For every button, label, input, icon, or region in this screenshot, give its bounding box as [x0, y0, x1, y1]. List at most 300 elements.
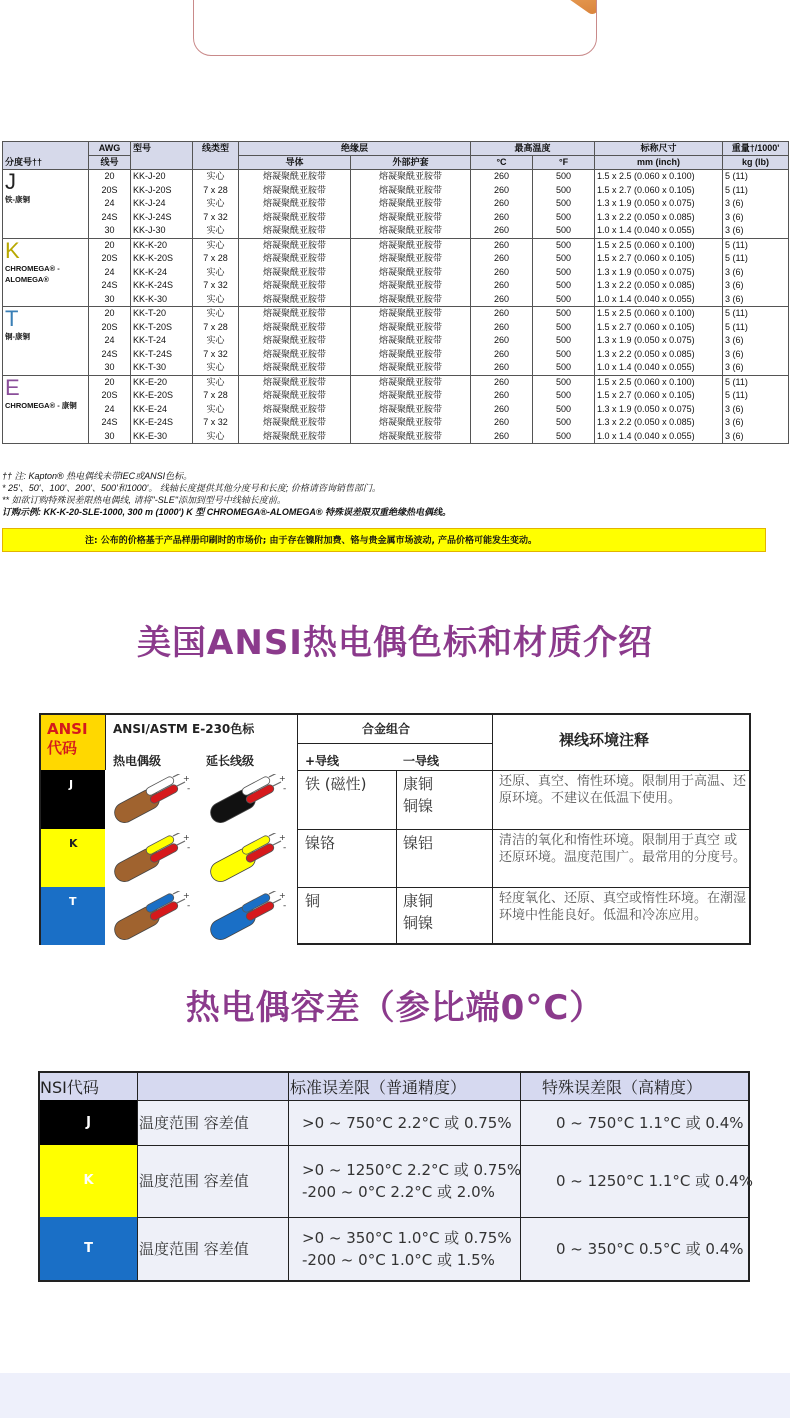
thermocouple-cable-icon — [109, 774, 195, 824]
cell-value: 熔凝聚酰亚胺带 — [379, 293, 443, 304]
cell-value: 260 — [494, 280, 510, 290]
table-row — [3, 307, 789, 376]
cell-value: 500 — [556, 417, 572, 427]
ext-grade-header: 延长线级 — [206, 754, 255, 768]
cell-value: 3 (6) — [725, 211, 744, 222]
cell-value: 熔凝聚酰亚胺带 — [379, 362, 443, 372]
tolerance-table — [38, 1071, 754, 1282]
cell-value: KK-J-20S — [133, 184, 172, 195]
cell-value: 1.5 x 2.5 (0.060 x 0.100) — [597, 308, 695, 318]
cell-value: 3 (6) — [725, 293, 744, 304]
cell-value: 24S — [101, 280, 118, 290]
cell-value: 熔凝聚酰亚胺带 — [262, 335, 326, 345]
cell-value: 20 — [104, 239, 115, 250]
cell-value: 熔凝聚酰亚胺带 — [262, 211, 326, 222]
cell-awg — [89, 238, 131, 307]
tol-range-label: 温度范围 容差值 — [139, 1172, 249, 1190]
ansi-code-header: ANSI 代码 — [41, 715, 106, 770]
tol-range-label: 温度范围 容差值 — [139, 1239, 249, 1258]
cell-value: 20 — [104, 308, 115, 318]
ansi-code-label: J — [69, 778, 74, 791]
tolerance-header — [40, 1073, 748, 1101]
svg-text:+: + — [183, 833, 190, 842]
cell-value: 熔凝聚酰亚胺带 — [262, 184, 326, 195]
cell-value: 500 — [556, 348, 572, 359]
tol-special-value: 0 ~ 350°C 0.5°C 或 0.4% — [556, 1239, 744, 1258]
col-type: 分度号†† — [3, 142, 89, 170]
cell-value: 260 — [494, 211, 510, 222]
cell-jacket — [351, 170, 471, 239]
cell-value: 熔凝聚酰亚胺带 — [262, 362, 326, 372]
cell-value: 熔凝聚酰亚胺带 — [262, 390, 326, 400]
cell-value: 500 — [556, 376, 572, 387]
cell-value: 30 — [104, 293, 115, 304]
minus-lead-alloy: 康铜 — [403, 775, 434, 793]
tol-code-t: T — [40, 1217, 137, 1280]
cell-value: 500 — [556, 430, 572, 441]
type-name: CHROMEGA® - ALOMEGA® — [5, 263, 60, 284]
cell-value: 500 — [556, 184, 572, 195]
cell-value: 实心 — [206, 430, 225, 441]
svg-text:-: - — [187, 901, 191, 911]
cell-value: KK-E-20 — [133, 376, 168, 387]
cell-conductor — [239, 238, 351, 307]
ext-grade-illustration — [201, 770, 297, 829]
cell-value: 20S — [101, 390, 118, 400]
cell-weight — [723, 170, 789, 239]
cell-value: 1.3 x 1.9 (0.050 x 0.075) — [597, 198, 695, 208]
type-letter: E — [5, 374, 20, 400]
bottom-band — [0, 1373, 790, 1418]
col-awg: AWG — [89, 142, 131, 156]
cell-value: KK-K-20 — [133, 239, 168, 250]
cell-value: KK-E-24S — [133, 417, 174, 427]
svg-text:+: + — [183, 891, 190, 900]
cell-value: 3 (6) — [725, 430, 744, 441]
cell-value: 260 — [494, 308, 510, 318]
cell-value: KK-J-24S — [133, 211, 172, 222]
cell-value: 3 (6) — [725, 362, 744, 372]
cell-jacket — [351, 375, 471, 444]
cell-value: KK-K-24 — [133, 266, 168, 277]
cell-value: 熔凝聚酰亚胺带 — [379, 321, 443, 332]
cell-value: 5 (11) — [725, 376, 748, 387]
cell-value: 24 — [104, 403, 115, 414]
product-spec-table — [2, 141, 789, 444]
cell-awg — [89, 307, 131, 376]
cell-value: 实心 — [206, 362, 225, 372]
cell-value: KK-E-30 — [133, 430, 168, 441]
note-line: 订购示例: KK-K-20-SLE-1000, 300 m (1000') K 型 CHROMEGA®-ALOMEGA® 特殊误差限双重绝缘热电偶线。 — [2, 507, 451, 517]
cell-f — [533, 307, 595, 376]
cell-value: 500 — [556, 253, 572, 263]
col-nominal-size: 标称尺寸 — [595, 142, 723, 156]
tol-std-value: -200 ~ 0°C 1.0°C 或 1.5% — [302, 1250, 495, 1269]
tol-special-header: 特殊误差限（高精度） — [542, 1078, 703, 1097]
cell-value: 500 — [556, 390, 572, 400]
cell-value: 5 (11) — [725, 390, 748, 400]
cell-value: 1.5 x 2.7 (0.060 x 0.105) — [597, 321, 695, 332]
svg-text:-: - — [187, 843, 191, 853]
cell-value: 260 — [494, 430, 510, 441]
plus-lead-header: +导线 — [305, 754, 340, 768]
svg-text:-: - — [283, 843, 287, 853]
tc-grade-header: 热电偶级 — [113, 754, 162, 768]
cell-models — [131, 307, 193, 376]
cell-value: 熔凝聚酰亚胺带 — [379, 184, 443, 195]
cell-value: 24 — [104, 198, 115, 208]
tc-grade-illustration — [105, 829, 202, 887]
cell-value: 500 — [556, 280, 572, 290]
col-insulation: 绝缘层 — [239, 142, 471, 156]
cell-value: 500 — [556, 321, 572, 332]
type-name: 铁-康铜 — [5, 195, 30, 204]
cell-jacket — [351, 307, 471, 376]
cell-value: 实心 — [206, 239, 225, 250]
col-max-temp: 最高温度 — [471, 142, 595, 156]
cell-value: 熔凝聚酰亚胺带 — [262, 348, 326, 359]
svg-text:+: + — [183, 774, 190, 783]
price-notice: 注: 公布的价格基于产品样册印刷时的市场价; 由于存在镍附加费、铬与贵金属市场波动, 产品价格可能发生变动。 — [2, 528, 766, 552]
note-line: * 25'、50'、100'、200'、500'和1000'。 线轴长度提供其他分度号和长度; 价格请咨询销售部门。 — [2, 483, 381, 493]
cell-value: 20S — [101, 321, 118, 332]
cell-value: 1.3 x 2.2 (0.050 x 0.085) — [597, 211, 695, 222]
section-title-tolerance: 热电偶容差（参比端0°C） — [185, 988, 605, 1028]
ansi-row-j — [41, 770, 749, 829]
cell-conductor — [239, 170, 351, 239]
cell-size — [595, 170, 723, 239]
minus-lead-alloy: 铜镍 — [403, 914, 434, 932]
cell-value: 7 x 32 — [203, 280, 228, 290]
cell-value: 500 — [556, 225, 572, 235]
type-name: 铜-康铜 — [5, 332, 30, 341]
cell-value: 260 — [494, 293, 510, 304]
top-product-card — [193, 0, 597, 56]
ansi-code-cell — [41, 829, 105, 887]
cell-value: 20S — [101, 184, 118, 195]
cell-value: 1.5 x 2.5 (0.060 x 0.100) — [597, 376, 695, 387]
cell-value: 3 (6) — [725, 198, 744, 208]
cell-value: 20 — [104, 171, 115, 181]
cell-value: 5 (11) — [725, 171, 748, 181]
cell-size — [595, 307, 723, 376]
ansi-code-cell — [41, 887, 105, 945]
type-cell — [3, 238, 89, 307]
cell-value: 1.3 x 2.2 (0.050 x 0.085) — [597, 280, 695, 290]
cell-value: 30 — [104, 430, 115, 441]
cell-value: 3 (6) — [725, 403, 744, 414]
cell-value: 1.5 x 2.7 (0.060 x 0.105) — [597, 253, 695, 263]
cell-value: 熔凝聚酰亚胺带 — [262, 280, 326, 290]
tol-code-j: J — [40, 1100, 137, 1145]
plus-lead-alloy: 铁 (磁性) — [305, 775, 367, 793]
cell-wire_types — [193, 375, 239, 444]
cell-jacket — [351, 238, 471, 307]
type-cell — [3, 307, 89, 376]
cell-value: 熔凝聚酰亚胺带 — [262, 253, 326, 263]
cell-value: 熔凝聚酰亚胺带 — [262, 403, 326, 414]
table-row — [3, 375, 789, 444]
cell-value: 1.3 x 1.9 (0.050 x 0.075) — [597, 266, 695, 277]
ansi-code-label: T — [69, 895, 77, 908]
cell-value: 熔凝聚酰亚胺带 — [379, 430, 443, 441]
tol-code-k: K — [40, 1145, 137, 1217]
cell-value: 260 — [494, 417, 510, 427]
thermocouple-cable-icon — [109, 891, 195, 941]
cell-value: 260 — [494, 184, 510, 195]
cell-value: KK-E-20S — [133, 390, 174, 400]
minus-lead-alloy: 康铜 — [403, 892, 434, 910]
cell-value: 熔凝聚酰亚胺带 — [379, 239, 443, 250]
cell-value: 3 (6) — [725, 280, 744, 290]
cell-conductor — [239, 375, 351, 444]
cell-value: 260 — [494, 253, 510, 263]
cell-value: 24S — [101, 211, 118, 222]
table-row — [3, 170, 789, 239]
tol-special-value: 0 ~ 750°C 1.1°C 或 0.4% — [556, 1113, 744, 1132]
tol-std-value: -200 ~ 0°C 2.2°C 或 2.0% — [302, 1183, 495, 1201]
cell-value: 1.3 x 1.9 (0.050 x 0.075) — [597, 335, 695, 345]
cell-value: 实心 — [206, 376, 225, 387]
cell-value: 熔凝聚酰亚胺带 — [379, 376, 443, 387]
cell-value: 实心 — [206, 308, 225, 318]
cell-value: 熔凝聚酰亚胺带 — [379, 335, 443, 345]
cell-value: 3 (6) — [725, 266, 744, 277]
cell-value: 7 x 32 — [203, 417, 228, 427]
cell-value: KK-T-20S — [133, 321, 173, 332]
cell-value: KK-K-20S — [133, 253, 174, 263]
cell-weight — [723, 238, 789, 307]
cell-value: 1.5 x 2.5 (0.060 x 0.100) — [597, 239, 695, 250]
cell-value: 5 (11) — [725, 184, 748, 195]
ansi-color-table — [39, 713, 751, 945]
cell-value: 5 (11) — [725, 321, 748, 332]
cell-value: 500 — [556, 293, 572, 304]
cell-value: 500 — [556, 335, 572, 345]
ext-grade-illustration — [201, 887, 297, 945]
tol-code-header: NSI代码 — [40, 1078, 99, 1097]
col-jacket: 外部护套 — [351, 156, 471, 170]
svg-text:-: - — [283, 784, 287, 794]
cell-value: 1.0 x 1.4 (0.040 x 0.055) — [597, 225, 695, 235]
cell-value: 熔凝聚酰亚胺带 — [379, 198, 443, 208]
cell-value: 260 — [494, 403, 510, 414]
cell-value: KK-K-30 — [133, 293, 168, 304]
environment-note: 轻度氧化、还原、真空或惰性环境。在潮湿环境中性能良好。低温和冷冻应用。 — [499, 891, 747, 923]
col-nominal-unit: mm (inch) — [595, 156, 723, 170]
type-letter: T — [5, 306, 19, 331]
note-line: ** 如欲订购特殊误差限热电偶线, 请将"-SLE"添加到型号中线轴长度前。 — [2, 495, 286, 505]
svg-text:+: + — [279, 891, 286, 900]
ansi-row-t — [41, 887, 749, 945]
tol-special-value: 0 ~ 1250°C 1.1°C 或 0.4% — [556, 1172, 754, 1190]
cell-value: 500 — [556, 198, 572, 208]
cell-value: 5 (11) — [725, 308, 748, 318]
cell-value: 500 — [556, 239, 572, 250]
cell-value: KK-J-20 — [133, 171, 166, 181]
cell-value: 1.5 x 2.7 (0.060 x 0.105) — [597, 390, 695, 400]
cell-value: 实心 — [206, 266, 225, 277]
col-weight: 重量†/1000' — [723, 142, 789, 156]
cell-value: KK-E-24 — [133, 403, 168, 414]
cell-value: 3 (6) — [725, 335, 744, 345]
minus-lead-alloy: 镍铝 — [403, 834, 434, 852]
extension-cable-icon — [205, 891, 291, 941]
cell-value: 熔凝聚酰亚胺带 — [379, 390, 443, 400]
cell-value: 熔凝聚酰亚胺带 — [262, 308, 326, 318]
cell-value: 熔凝聚酰亚胺带 — [379, 308, 443, 318]
cell-value: 500 — [556, 171, 572, 181]
cell-value: 熔凝聚酰亚胺带 — [379, 171, 443, 181]
ansi-row-k — [41, 829, 749, 887]
cell-value: KK-J-24 — [133, 198, 166, 208]
cell-value: 熔凝聚酰亚胺带 — [262, 321, 326, 332]
cell-value: 1.3 x 2.2 (0.050 x 0.085) — [597, 348, 695, 359]
cell-value: 260 — [494, 376, 510, 387]
cell-value: 7 x 28 — [203, 184, 228, 195]
ansi-code-cell — [41, 770, 105, 829]
cell-value: 熔凝聚酰亚胺带 — [379, 225, 443, 235]
type-letter: K — [5, 237, 20, 263]
cell-c — [471, 307, 533, 376]
cell-value: 1.5 x 2.7 (0.060 x 0.105) — [597, 184, 695, 195]
cell-value: 260 — [494, 321, 510, 332]
svg-text:+: + — [279, 774, 286, 783]
cell-value: 20S — [101, 253, 118, 263]
cell-value: 实心 — [206, 293, 225, 304]
tol-range-label: 温度范围 容差值 — [139, 1113, 249, 1132]
cell-value: 熔凝聚酰亚胺带 — [262, 417, 326, 427]
env-header: 裸线环境注释 — [559, 731, 650, 749]
cell-value: 熔凝聚酰亚胺带 — [262, 293, 326, 304]
cell-value: 7 x 28 — [203, 321, 228, 332]
cell-value: 5 (11) — [725, 253, 748, 263]
cell-size — [595, 238, 723, 307]
cell-value: 24 — [104, 266, 115, 277]
cell-value: 3 (6) — [725, 225, 744, 235]
cell-value: 熔凝聚酰亚胺带 — [262, 225, 326, 235]
cell-value: 熔凝聚酰亚胺带 — [262, 198, 326, 208]
cell-wire_types — [193, 238, 239, 307]
cell-value: 24S — [101, 417, 118, 427]
cell-value: 30 — [104, 362, 115, 372]
cell-value: 熔凝聚酰亚胺带 — [379, 266, 443, 277]
cell-models — [131, 375, 193, 444]
type-cell — [3, 170, 89, 239]
cell-value: 熔凝聚酰亚胺带 — [379, 417, 443, 427]
tol-std-header: 标准误差限（普通精度） — [290, 1078, 467, 1097]
cell-value: 1.5 x 2.5 (0.060 x 0.100) — [597, 171, 695, 181]
cell-value: 260 — [494, 239, 510, 250]
cell-value: 24S — [101, 348, 118, 359]
cell-value: KK-T-30 — [133, 362, 167, 372]
cell-weight — [723, 375, 789, 444]
cell-f — [533, 375, 595, 444]
cell-value: 500 — [556, 266, 572, 277]
cell-value: 7 x 28 — [203, 390, 228, 400]
cell-value: 熔凝聚酰亚胺带 — [379, 211, 443, 222]
cell-value: 260 — [494, 198, 510, 208]
ext-grade-illustration — [201, 829, 297, 887]
cell-value: 260 — [494, 348, 510, 359]
cell-value: 1.3 x 1.9 (0.050 x 0.075) — [597, 403, 695, 414]
cell-f — [533, 170, 595, 239]
cell-value: 熔凝聚酰亚胺带 — [379, 348, 443, 359]
cell-value: 实心 — [206, 225, 225, 235]
color-std-header: ANSI/ASTM E-230色标 — [113, 722, 255, 736]
cell-value: 30 — [104, 225, 115, 235]
thermocouple-cable-icon — [109, 833, 195, 883]
cell-wire_types — [193, 307, 239, 376]
cell-value: 熔凝聚酰亚胺带 — [262, 239, 326, 250]
ansi-code-label: K — [69, 837, 78, 850]
cell-value: 熔凝聚酰亚胺带 — [262, 430, 326, 441]
svg-text:-: - — [283, 901, 287, 911]
cell-value: 熔凝聚酰亚胺带 — [262, 171, 326, 181]
col-conductor: 导体 — [239, 156, 351, 170]
cell-value: 熔凝聚酰亚胺带 — [262, 266, 326, 277]
cell-f — [533, 238, 595, 307]
copper-wire-image — [559, 0, 597, 16]
cell-wire_types — [193, 170, 239, 239]
cell-value: 260 — [494, 390, 510, 400]
cell-value: 260 — [494, 266, 510, 277]
col-wire-type: 线类型 — [193, 142, 239, 170]
cell-value: 3 (6) — [725, 348, 744, 359]
cell-value: KK-J-30 — [133, 225, 166, 235]
svg-text:-: - — [187, 784, 191, 794]
cell-value: 500 — [556, 308, 572, 318]
cell-value: 5 (11) — [725, 239, 748, 250]
cell-value: 20 — [104, 376, 115, 387]
cell-value: KK-T-24S — [133, 348, 173, 359]
minus-lead-header: 一导线 — [403, 754, 440, 768]
cell-value: 7 x 32 — [203, 211, 228, 222]
extension-cable-icon — [205, 833, 291, 883]
cell-value: KK-T-24 — [133, 335, 167, 345]
cell-awg — [89, 375, 131, 444]
cell-value: 500 — [556, 403, 572, 414]
cell-conductor — [239, 307, 351, 376]
cell-models — [131, 170, 193, 239]
cell-value: 实心 — [206, 403, 225, 414]
col-awg-sub: 线号 — [89, 156, 131, 170]
cell-value: 7 x 32 — [203, 348, 228, 359]
cell-value: 260 — [494, 225, 510, 235]
cell-value: 熔凝聚酰亚胺带 — [262, 376, 326, 387]
cell-value: 500 — [556, 362, 572, 372]
svg-text:+: + — [279, 833, 286, 842]
environment-note: 还原、真空、惰性环境。限制用于高温、还原环境。不建议在低温下使用。 — [499, 774, 747, 806]
cell-value: 1.3 x 2.2 (0.050 x 0.085) — [597, 417, 695, 427]
cell-value: 熔凝聚酰亚胺带 — [379, 280, 443, 290]
cell-value: 500 — [556, 211, 572, 222]
cell-value: KK-T-20 — [133, 308, 167, 318]
col-c: °C — [471, 156, 533, 170]
cell-value: 熔凝聚酰亚胺带 — [379, 253, 443, 263]
cell-value: 260 — [494, 171, 510, 181]
tol-std-value: >0 ~ 1250°C 2.2°C 或 0.75% — [302, 1161, 522, 1179]
cell-c — [471, 170, 533, 239]
note-line: †† 注: Kapton® 热电偶线未带IEC或ANSI色标。 — [2, 471, 193, 481]
plus-lead-alloy: 镍铬 — [305, 834, 336, 852]
plus-lead-alloy: 铜 — [305, 892, 321, 910]
type-name: CHROMEGA® - 康铜 — [5, 400, 77, 410]
section-title-ansi: 美国ANSI热电偶色标和材质介绍 — [137, 623, 653, 663]
cell-value: 1.0 x 1.4 (0.040 x 0.055) — [597, 293, 695, 304]
cell-value: 1.0 x 1.4 (0.040 x 0.055) — [597, 430, 695, 441]
cell-value: 实心 — [206, 171, 225, 181]
